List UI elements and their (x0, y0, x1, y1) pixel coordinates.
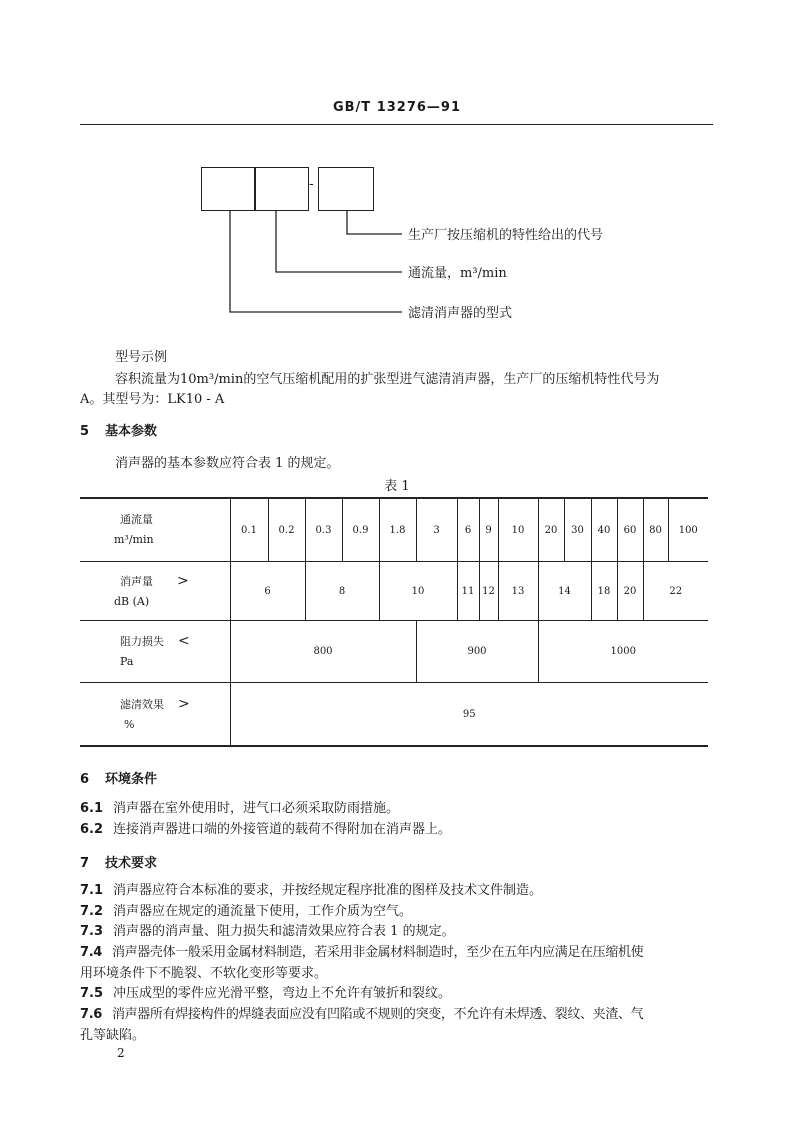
table-cell: 20 (617, 562, 643, 621)
row-label-symbol: > (177, 572, 189, 589)
table-cell: 100 (668, 498, 708, 562)
leader-line-2 (276, 210, 402, 272)
row-label-unit: m³/min (114, 533, 154, 546)
section-title: 技术要求 (105, 856, 158, 871)
clause-number: 6.1 (80, 801, 104, 816)
clause-7-5 (80, 982, 451, 1001)
table-cell: 9 (479, 498, 498, 562)
clause-text: 消声器壳体一般采用金属材料制造，若采用非金属材料制造时，至少在五年内应满足在压缩机使 (111, 945, 644, 960)
row-label-name: 通流量 (120, 513, 153, 526)
table-cell: 8 (305, 562, 379, 621)
table-cell: 80 (643, 498, 668, 562)
example-heading: 型号示例 (115, 350, 168, 365)
clause-6-1 (80, 797, 399, 816)
section-number: 5 (80, 424, 90, 439)
clause-text: 消声器应在规定的通流量下使用，工作介质为空气。 (113, 904, 413, 919)
clause-text: 消声器的消声量、阻力损失和滤清效果应符合表 1 的规定。 (113, 924, 455, 939)
table-cell: 10 (498, 498, 538, 562)
parameter-table (80, 497, 708, 747)
table-cell: 40 (591, 498, 617, 562)
row-label-symbol: > (178, 695, 190, 712)
clause-number: 7.4 (80, 945, 102, 960)
section-7-heading (80, 852, 157, 871)
table-cell: 0.3 (305, 498, 342, 562)
section-6-heading (80, 768, 157, 787)
leader-label-type: 滤清消声器的型式 (408, 306, 513, 321)
leader-label-manufacturer-code: 生产厂按压缩机的特性给出的代号 (408, 228, 604, 243)
page-header: GB/T 13276—91 (332, 100, 462, 115)
table-row-flow (80, 498, 708, 562)
row-label-name: 阻力损失 (120, 635, 164, 648)
leader-lines (0, 0, 794, 340)
table-cell: 95 (230, 683, 708, 747)
table-cell: 0.2 (268, 498, 305, 562)
clause-7-3 (80, 920, 455, 939)
clause-7-4 (80, 941, 643, 960)
section-5-heading (80, 420, 157, 439)
leader-label-flow: 通流量，m³/min (408, 266, 507, 281)
table-cell: 14 (538, 562, 591, 621)
row-label-unit: dB (A) (114, 594, 150, 608)
table-cell: 1.8 (379, 498, 416, 562)
page-number: 2 (117, 1046, 125, 1060)
clause-6-2 (80, 818, 451, 837)
clause-7-6 (80, 1003, 643, 1022)
row-label (80, 562, 230, 621)
table-cell: 12 (479, 562, 498, 621)
clause-text: 消声器在室外使用时，进气口必须采取防雨措施。 (113, 801, 400, 816)
table-cell: 30 (564, 498, 591, 562)
clause-text: 冲压成型的零件应光滑平整，弯边上不允许有皱折和裂纹。 (113, 986, 452, 1001)
row-label (80, 683, 230, 747)
clause-number: 7.2 (80, 904, 104, 919)
example-line-1: 容积流量为10m³/min的空气压缩机配用的扩张型进气滤清消声器，生产厂的压缩机特性代号为 (115, 372, 660, 387)
table-caption: 表 1 (384, 479, 410, 494)
example-line-2: A。其型号为：LK10 - A (80, 392, 225, 407)
row-label-name: 滤清效果 (120, 697, 164, 711)
table-row-noise-reduction (80, 562, 708, 621)
table-cell: 900 (416, 621, 538, 683)
table-cell: 6 (230, 562, 305, 621)
table-cell: 60 (617, 498, 643, 562)
section-title: 环境条件 (105, 772, 158, 787)
table-cell: 22 (643, 562, 708, 621)
table-cell: 20 (538, 498, 564, 562)
section-title: 基本参数 (105, 424, 158, 439)
row-label-unit: % (124, 717, 135, 731)
table-cell: 11 (457, 562, 479, 621)
table-cell: 800 (230, 621, 416, 683)
table-cell: 1000 (538, 621, 708, 683)
clause-number: 7.6 (80, 1007, 102, 1022)
clause-text: 连接消声器进口端的外接管道的载荷不得附加在消声器上。 (113, 822, 452, 837)
clause-7-1 (80, 879, 542, 898)
clause-number: 7.3 (80, 924, 104, 939)
section-5-intro: 消声器的基本参数应符合表 1 的规定。 (115, 456, 340, 471)
table-cell: 3 (416, 498, 457, 562)
row-label-symbol: < (178, 633, 190, 649)
clause-7-6-cont: 孔等缺陷。 (80, 1028, 146, 1043)
leader-line-3 (230, 210, 402, 312)
table-cell: 6 (457, 498, 479, 562)
section-number: 7 (80, 856, 90, 871)
table-cell: 0.9 (342, 498, 379, 562)
clause-7-2 (80, 900, 412, 919)
row-label (80, 621, 230, 683)
clause-text: 消声器应符合本标准的要求，并按经规定程序批准的图样及技术文件制造。 (113, 883, 543, 898)
clause-number: 7.5 (80, 986, 104, 1001)
row-label (80, 498, 230, 562)
table-cell: 0.1 (230, 498, 268, 562)
table-cell: 13 (498, 562, 538, 621)
clause-7-4-cont: 用环境条件下不脆裂、不软化变形等要求。 (80, 966, 328, 981)
clause-text: 消声器所有焊接构件的焊缝表面应没有凹陷或不规则的突变，不允许有未焊透、裂纹、夹渣、气 (111, 1007, 644, 1022)
table-cell: 10 (379, 562, 457, 621)
clause-number: 6.2 (80, 822, 104, 837)
leader-line-1 (347, 210, 402, 234)
clause-number: 7.1 (80, 883, 104, 898)
table-cell: 18 (591, 562, 617, 621)
row-label-name: 消声量 (120, 574, 153, 588)
table-row-pressure-loss (80, 621, 708, 683)
row-label-unit: Pa (120, 655, 134, 668)
code-dash: - (309, 176, 314, 192)
section-number: 6 (80, 772, 90, 787)
table-row-filter-efficiency (80, 683, 708, 747)
